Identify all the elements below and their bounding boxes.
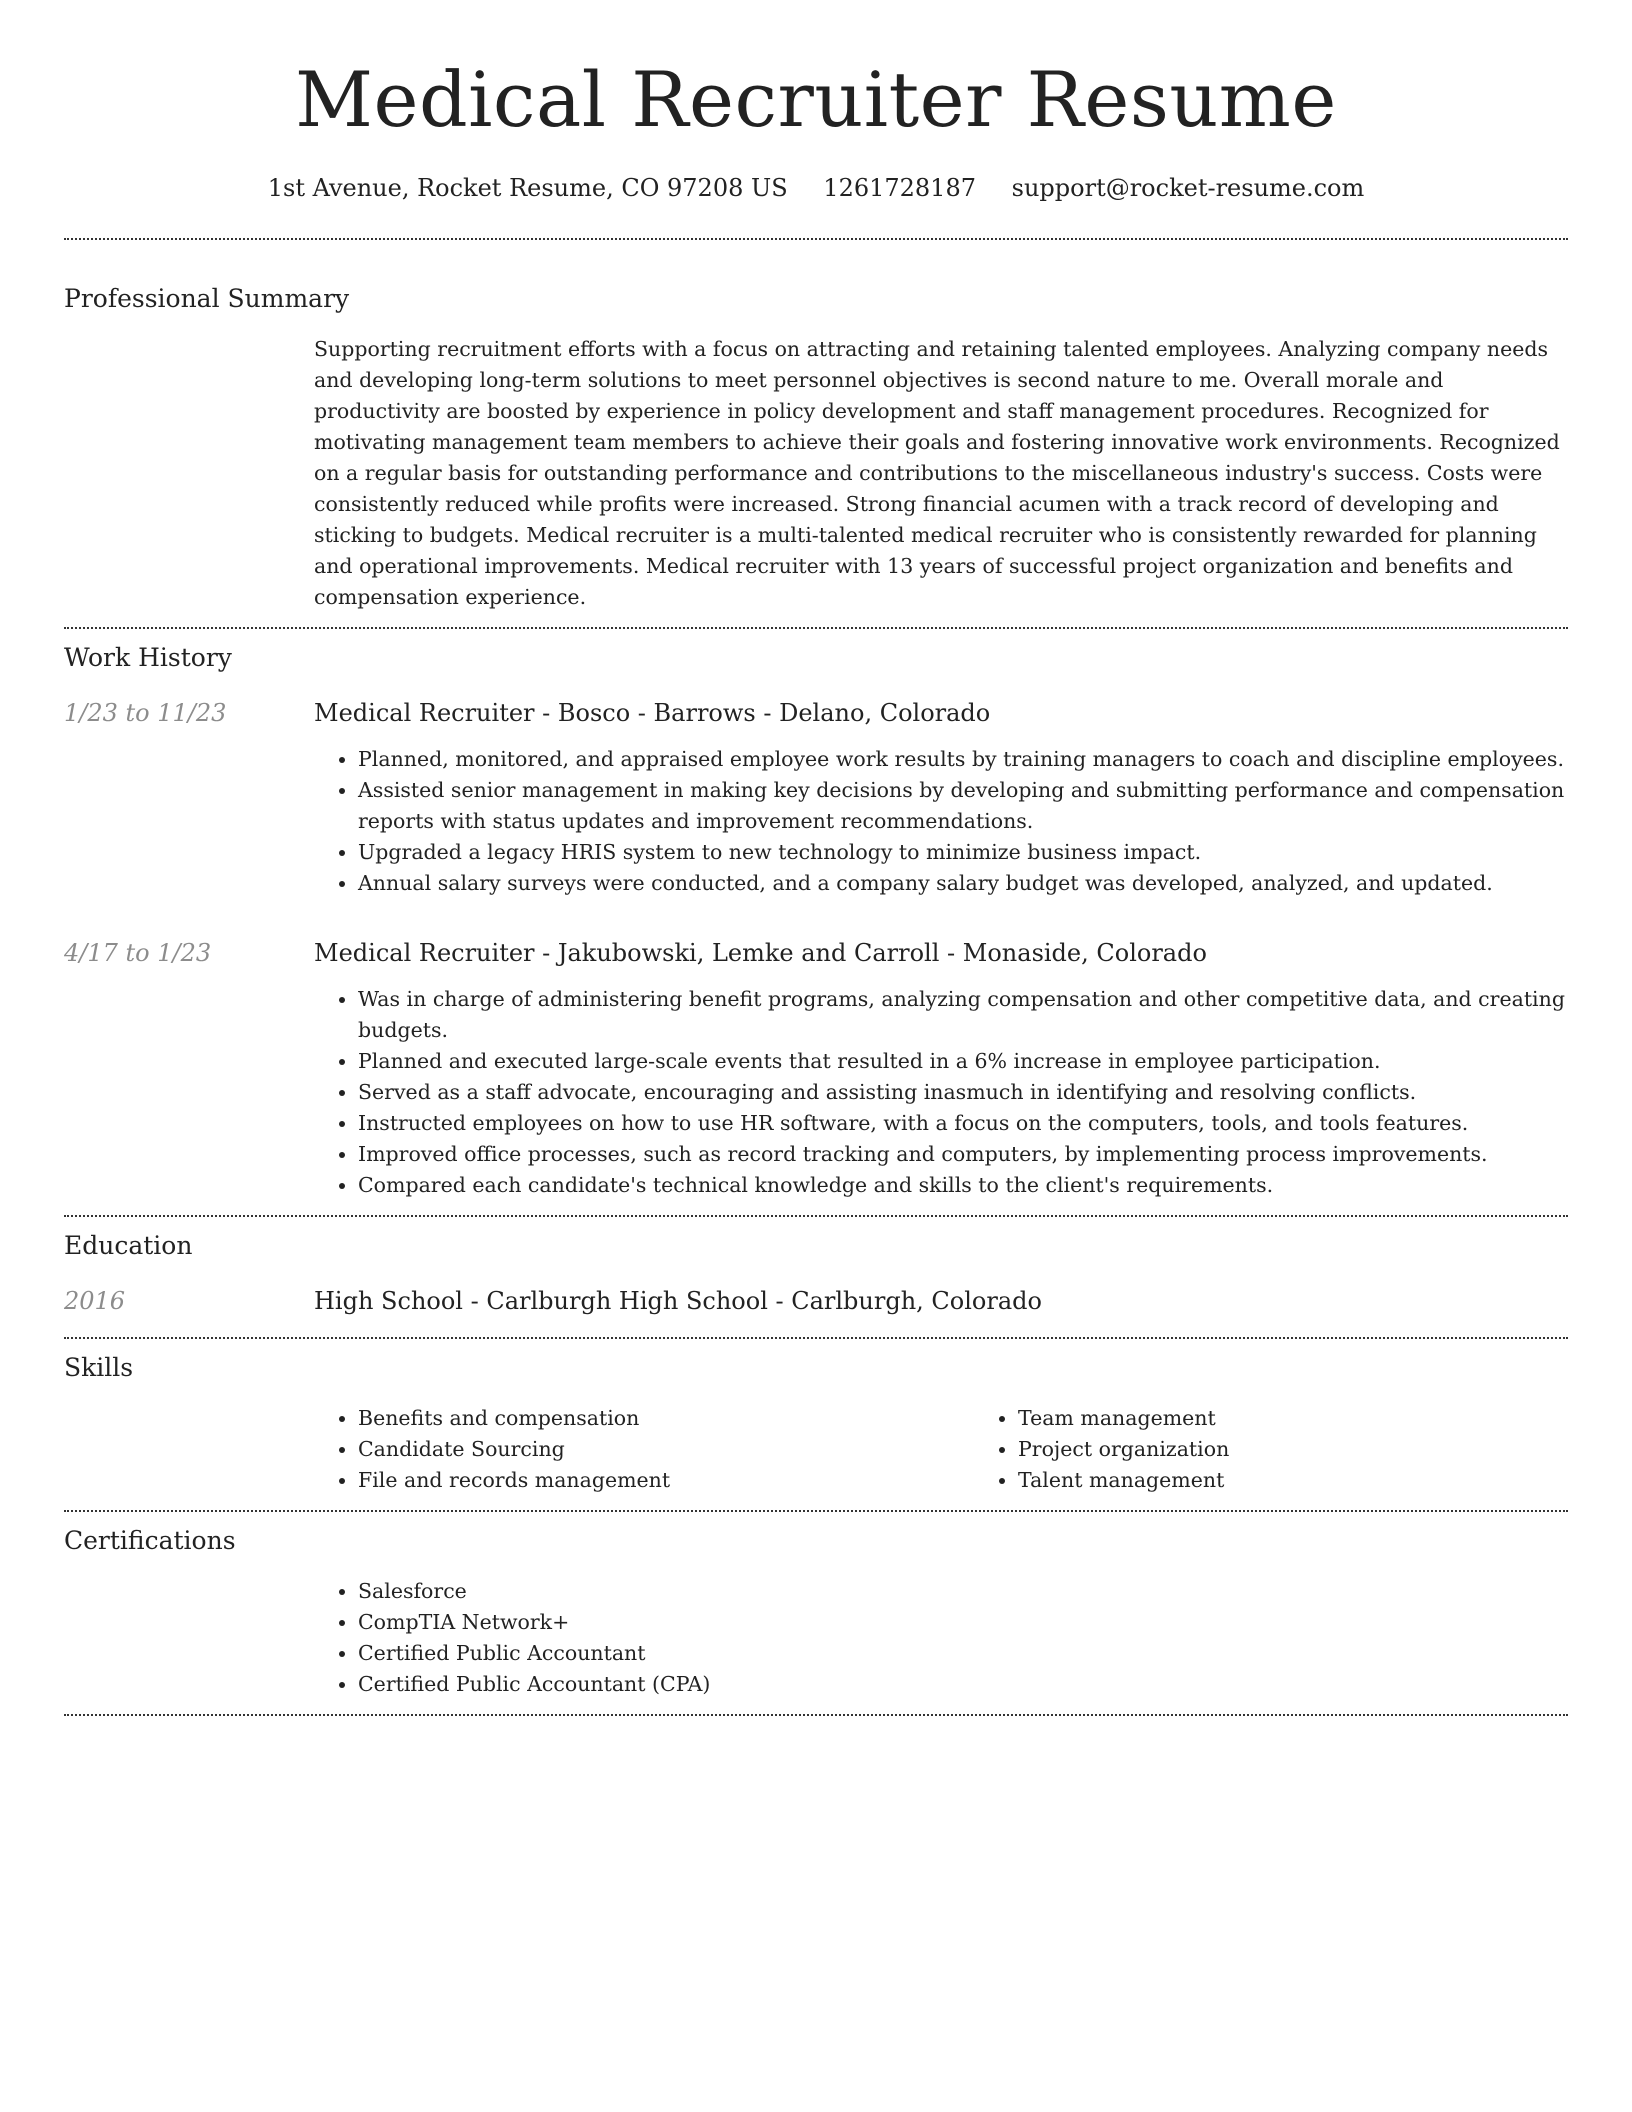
summary-row: [64, 334, 1568, 613]
education-title: High School - Carlburgh High School - Carlburgh, Colorado: [314, 1287, 1042, 1315]
job-bullets: [314, 984, 1568, 1201]
skill-item: • Benefits and compensation: [358, 1403, 974, 1434]
job-bullet: • Planned and executed large-scale events that resulted in a 6% increase in employee participation.: [358, 1046, 1568, 1077]
education-section: [64, 1229, 1568, 1317]
divider: [64, 1510, 1568, 1512]
divider: [64, 1337, 1568, 1339]
skills-list-left: [314, 1403, 974, 1496]
job-entry: [64, 697, 1568, 729]
education-heading: Education: [64, 1231, 193, 1260]
skills-section: [64, 1351, 1568, 1496]
skills-list-right: [974, 1403, 1568, 1496]
skills-spacer: [64, 1403, 314, 1496]
education-year: 2016: [64, 1287, 126, 1315]
job-bullets-spacer: [64, 984, 314, 1201]
summary-text: Supporting recruitment efforts with a focus on attracting and retaining talented employees. Analyzing company needs and developing long-term solutions to meet personnel objectives is second nature to me. Overall morale and productivity are boosted by experience in policy development and staff management procedures. Recognized for motivating management team members to achieve their goals and fostering innovative work environments. Recognized on a regular basis for outstanding performance and contributions to the miscellaneous industry's success. Costs were consistently reduced while profits were increased. Strong financial acumen with a track record of developing and sticking to budgets. Medical recruiter is a multi-talented medical recruiter who is consistently rewarded for planning and operational improvements. Medical recruiter with 13 years of successful project organization and benefits and compensation experience.: [314, 337, 1560, 609]
contact-address: 1st Avenue, Rocket Resume, CO 97208 US: [267, 174, 788, 202]
job-bullet: • Assisted senior management in making key decisions by developing and submitting performance and compensation reports with status updates and improvement recommendations.: [358, 775, 1568, 837]
summary-heading: Professional Summary: [64, 284, 350, 313]
job-dates: 1/23 to 11/23: [64, 699, 227, 727]
skill-item: • File and records management: [358, 1465, 974, 1496]
job-title: Medical Recruiter - Jakubowski, Lemke and Carroll - Monaside, Colorado: [314, 939, 1207, 967]
summary-left-spacer: [64, 334, 314, 613]
divider: [64, 238, 1568, 240]
job-bullets-row: [64, 744, 1568, 899]
education-entry: [64, 1285, 1568, 1317]
skill-item: • Team management: [1018, 1403, 1568, 1434]
skill-item: • Candidate Sourcing: [358, 1434, 974, 1465]
job-bullet: • Instructed employees on how to use HR software, with a focus on the computers, tools, and tools features.: [358, 1108, 1568, 1139]
certifications-list: [314, 1576, 1568, 1700]
divider: [64, 627, 1568, 629]
job-bullets-spacer: [64, 744, 314, 899]
certification-item: • CompTIA Network+: [358, 1607, 1568, 1638]
job-dates: 4/17 to 1/23: [64, 939, 212, 967]
work-heading: Work History: [64, 643, 232, 672]
job-bullet: • Compared each candidate's technical knowledge and skills to the client's requirements.: [358, 1170, 1568, 1201]
certifications-spacer: [64, 1576, 314, 1700]
certification-item: • Salesforce: [358, 1576, 1568, 1607]
resume-title: Medical Recruiter Resume: [295, 55, 1337, 144]
divider: [64, 1215, 1568, 1217]
contact-email: support@rocket-resume.com: [1011, 174, 1365, 202]
divider: [64, 1714, 1568, 1716]
summary-section: [64, 282, 1568, 613]
contact-phone: 1261728187: [823, 174, 976, 202]
job-bullet: • Improved office processes, such as record tracking and computers, by implementing process improvements.: [358, 1139, 1568, 1170]
certifications-heading: Certifications: [64, 1526, 236, 1555]
skills-heading: Skills: [64, 1353, 134, 1382]
resume-page: [64, 0, 1568, 1716]
skill-item: • Talent management: [1018, 1465, 1568, 1496]
job-bullet: • Annual salary surveys were conducted, and a company salary budget was developed, analyzed, and updated.: [358, 868, 1568, 899]
job-bullet: • Served as a staff advocate, encouraging and assisting inasmuch in identifying and resolving conflicts.: [358, 1077, 1568, 1108]
job-bullets-row: [64, 984, 1568, 1201]
job-bullet: • Upgraded a legacy HRIS system to new technology to minimize business impact.: [358, 837, 1568, 868]
skills-row: [64, 1403, 1568, 1496]
certifications-section: [64, 1524, 1568, 1700]
job-bullet: • Was in charge of administering benefit programs, analyzing compensation and other competitive data, and creating budgets.: [358, 984, 1568, 1046]
job-entry: [64, 937, 1568, 969]
job-title: Medical Recruiter - Bosco - Barrows - Delano, Colorado: [314, 699, 991, 727]
contact-line: [64, 172, 1568, 204]
skill-item: • Project organization: [1018, 1434, 1568, 1465]
certifications-row: [64, 1576, 1568, 1700]
skills-columns: [314, 1403, 1568, 1496]
job-bullets: [314, 744, 1568, 899]
work-section: [64, 641, 1568, 1201]
certification-item: • Certified Public Accountant (CPA): [358, 1669, 1568, 1700]
certification-item: • Certified Public Accountant: [358, 1638, 1568, 1669]
job-bullet: • Planned, monitored, and appraised employee work results by training managers to coach and discipline employees.: [358, 744, 1568, 775]
